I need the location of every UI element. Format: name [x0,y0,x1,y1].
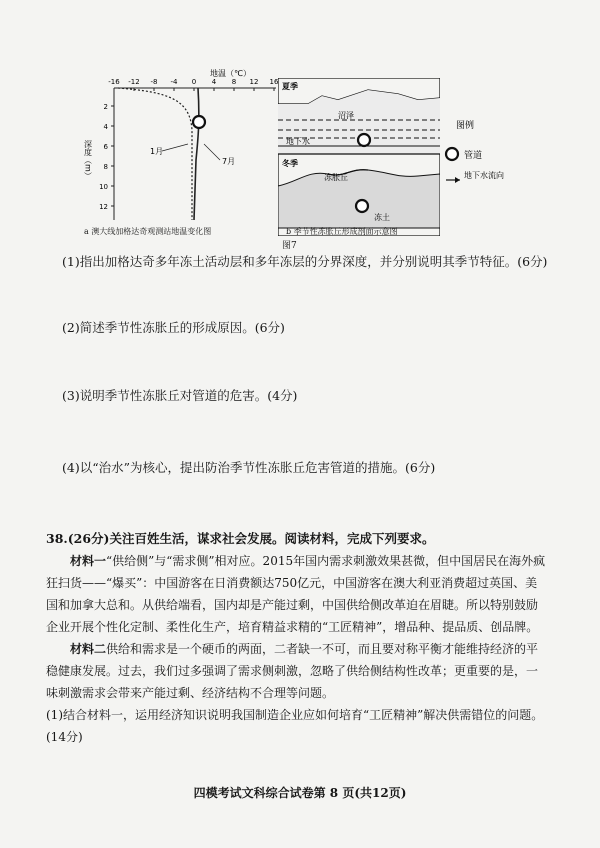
question-4: (4)以“治水”为核心，提出防治季节性冻胀丘危害管道的措施。(6分) [62,460,436,475]
axis-title: 地温（℃） [210,69,251,78]
label-frozen-soil: 冻土 [374,213,390,222]
y-tick-label: 12 [99,203,108,211]
label-frost-mound: 冻胀丘 [324,173,348,182]
label-groundwater: 地下水 [286,137,310,146]
legend [442,118,532,208]
q38-heading: 38.(26分)关注百姓生活，谋求社会发展。阅读材料，完成下列要求。 [46,531,435,546]
label-marsh: 沼泽 [338,111,354,120]
x-tick-label: -12 [128,78,140,86]
material-1-text: “供给侧”与“需求侧”相对应。2015年国内需求刺激效果甚微，但中国居民在海外疯狂扫货——“爆买”：中国游客在日消费额达750亿元，中国游客在澳大利亚消费超过英国、美国和加拿大总和。从供给端看，国内却是产能过剩，中国供给侧改革迫在眉睫。所以特别鼓励企业开展个性化定制、柔性化生产，培育精益求精的“工匠精神”，增品种、提品质、创品牌。 [46,554,546,634]
x-tick-label: 4 [211,78,217,86]
material-2-text: 供给和需求是一个硬币的两面，二者缺一不可，而且要对称平衡才能维持经济的平稳健康发展。过去，我们过多强调了需求侧刺激，忽略了供给侧结构性改革；更重要的是，一味刺激需求会带来产能过剩、经济结构不合理等问题。 [46,642,539,700]
legend-flow: 地下水流向 [464,171,504,180]
material-2 [46,638,546,704]
q38-sub1: (1)结合材料一，运用经济知识说明我国制造企业应如何培育“工匠精神”解决供需错位的问题。(14分) [46,708,544,744]
y-ticks [99,103,114,211]
jan-pointer [162,144,188,151]
ground-temperature-chart [80,60,280,240]
pipe-circle-a [193,116,205,128]
legend-pipe-icon [446,148,458,160]
question-3: (3)说明季节性冻胀丘对管道的危害。(4分) [62,388,298,403]
legend-title: 图例 [456,121,475,131]
pipe-circle-winter [356,200,368,212]
curve-july [194,88,199,220]
x-tick-label: 16 [269,78,279,86]
jul-pointer [204,144,220,160]
label-summer: 夏季 [282,82,298,91]
label-jul: 7月 [222,157,236,166]
y-title: 深度（m） [83,140,93,180]
question-1: (1)指出加格达奇多年冻土活动层和多年冻层的分界深度，并分别说明其季节特征。(6分) [62,254,548,269]
caption-b: b 季节性冻胀丘形成剖面示意图 [286,227,398,236]
x-tick-label: 8 [231,78,237,86]
material-2-label: 材料二 [70,642,107,656]
x-tick-label: -4 [170,78,178,86]
pipe-circle-summer [358,134,370,146]
x-tick-label: -16 [108,78,120,86]
frost-mound-diagram [278,78,440,236]
y-tick-label: 4 [103,123,108,131]
x-tick-label: 0 [191,78,197,86]
y-tick-label: 6 [103,143,108,151]
y-tick-label: 10 [99,183,108,191]
material-1-label: 材料一 [70,554,107,568]
page-footer: 四模考试文科综合试卷第 8 页(共12页) [193,786,407,800]
label-jan: 1月 [150,147,164,156]
x-tick-label: 12 [249,78,259,86]
material-1 [46,550,546,638]
y-tick-label: 2 [103,103,108,111]
figure-number: 图7 [282,241,297,251]
caption-a: a 澳大线加格达奇观测站地温变化图 [84,227,212,236]
label-winter: 冬季 [282,159,298,168]
y-tick-label: 8 [103,163,108,171]
question-2: (2)简述季节性冻胀丘的形成原因。(6分) [62,320,285,335]
x-ticks [108,78,279,91]
x-tick-label: -8 [150,78,158,86]
legend-pipe: 管道 [464,151,483,161]
